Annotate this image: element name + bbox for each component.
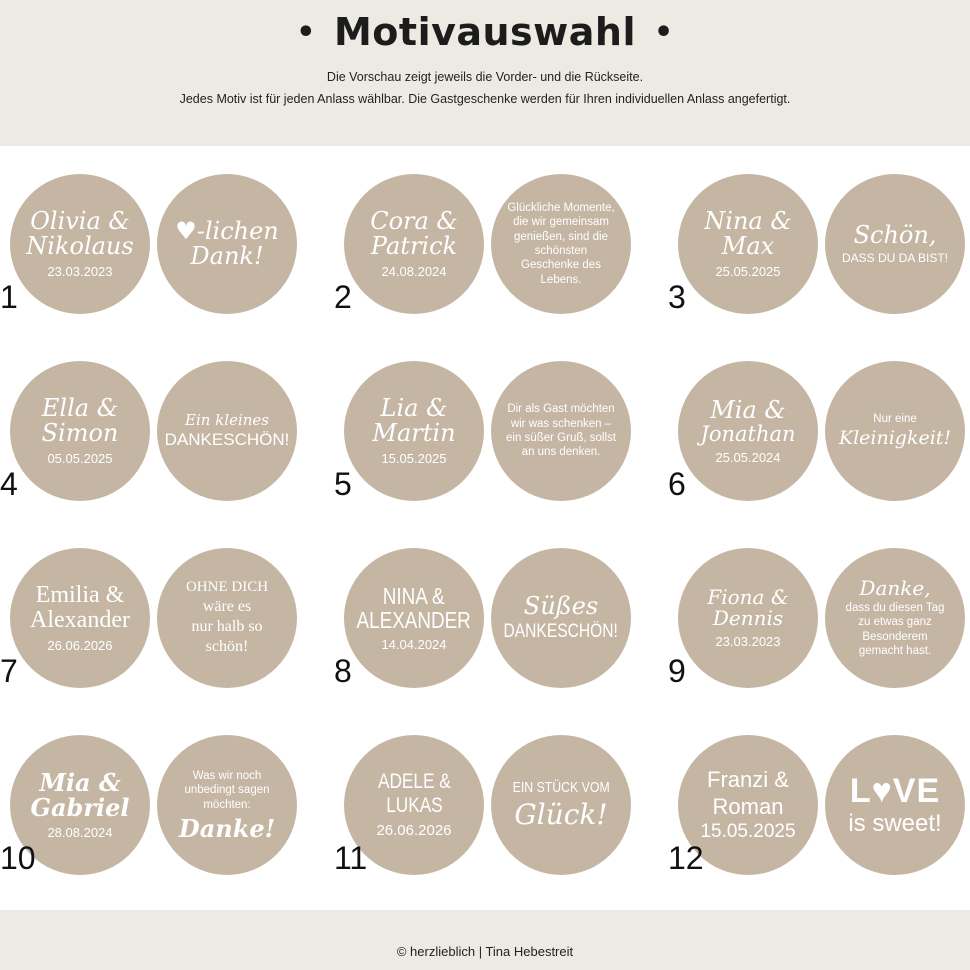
motif-number: 1: [0, 279, 18, 315]
front-name-1: NINA &: [383, 583, 445, 610]
motif-number: 12: [668, 840, 704, 876]
back-line-1: Schön,: [853, 221, 937, 250]
copyright-text: © herzlieblich | Tina Hebestreit: [396, 944, 574, 959]
front-name-1: Franzi &: [707, 767, 789, 793]
back-preview: [157, 361, 297, 501]
motif-12[interactable]: [668, 707, 968, 876]
header-band: [0, 0, 970, 146]
back-preview: [825, 361, 965, 501]
back-text: Dir als Gast möchten wir was schenken – ein süßer Gruß, sollst an uns denken.: [506, 403, 616, 459]
back-preview: [157, 174, 297, 314]
front-date: 26.06.2026: [376, 822, 452, 840]
front-name-2: Gabriel: [30, 793, 130, 823]
back-line-2: Kleinigkeit!: [838, 427, 952, 450]
subtitle-line-1: Die Vorschau zeigt jeweils die Vorder- und die Rückseite.: [326, 70, 644, 84]
front-name-2: Martin: [372, 419, 456, 448]
back-preview: [825, 548, 965, 688]
motif-number: 10: [0, 840, 36, 876]
back-line-1: OHNE DICH: [185, 579, 269, 596]
back-line-2: DANKESCHÖN!: [503, 621, 619, 643]
front-date: 15.05.2025: [381, 451, 447, 467]
front-date: 25.05.2025: [715, 264, 781, 280]
back-preview: [491, 735, 631, 875]
front-date: 26.06.2026: [47, 638, 113, 654]
motif-number: 7: [0, 653, 18, 689]
front-preview: [678, 548, 818, 688]
motif-number: 6: [668, 466, 686, 502]
back-line-1: Was wir noch unbedingt sagen möchten:: [184, 769, 270, 811]
back-preview: [825, 735, 965, 875]
front-preview: [10, 361, 150, 501]
front-name-2: LUKAS: [385, 794, 443, 818]
front-preview: [344, 548, 484, 688]
front-date: 24.08.2024: [381, 264, 447, 280]
back-line-2: DANKESCHÖN!: [164, 430, 290, 450]
motif-number: 2: [334, 279, 352, 315]
back-line-1: L♥VE: [849, 771, 941, 810]
back-line-2: wäre es: [202, 598, 252, 616]
front-preview: [344, 174, 484, 314]
front-preview: [678, 174, 818, 314]
motif-number: 5: [334, 466, 352, 502]
front-date: 14.04.2024: [381, 637, 447, 653]
front-name-1: Fiona &: [707, 585, 789, 610]
back-preview: [157, 548, 297, 688]
motif-7[interactable]: [0, 520, 300, 689]
front-name-2: Jonathan: [700, 421, 796, 446]
motif-number: 9: [668, 653, 686, 689]
front-name-1: ADELE &: [377, 770, 451, 794]
title-text: Motivauswahl: [333, 10, 637, 54]
motif-1[interactable]: [0, 146, 300, 315]
front-date: 28.08.2024: [47, 825, 113, 841]
front-name-2: Roman: [712, 793, 784, 819]
front-name-1: Lia &: [380, 393, 448, 422]
front-date: 23.03.2023: [715, 634, 781, 650]
motif-8[interactable]: [334, 520, 634, 689]
motif-4[interactable]: [0, 333, 300, 502]
back-line-2: Dank!: [190, 242, 264, 270]
footer-band: [0, 910, 970, 970]
back-line-3: nur halb so: [191, 617, 263, 635]
back-line-1: EIN STÜCK VOM: [512, 779, 610, 797]
back-line-2: DASS DU DA BIST!: [841, 251, 949, 266]
back-line-1: Nur eine: [873, 413, 917, 425]
front-name-1: Emilia &: [35, 581, 125, 608]
subtitle-line-2: Jedes Motiv ist für jeden Anlass wählbar. Die Gastgeschenke werden für Ihren individuellen Anlass angefertigt.: [179, 92, 791, 106]
motif-number: 8: [334, 653, 352, 689]
back-line-2: dass du diesen Tag zu etwas ganz Besonderem gemacht hast.: [845, 601, 945, 657]
back-preview: [491, 548, 631, 688]
motif-9[interactable]: [668, 520, 968, 689]
back-line-1: Süßes: [523, 591, 599, 620]
front-name-2: Alexander: [30, 607, 130, 634]
back-line-2: Danke!: [178, 813, 276, 843]
front-name-1: Nina &: [704, 206, 792, 235]
motif-2[interactable]: [334, 146, 634, 315]
back-preview: [825, 174, 965, 314]
front-date: 23.03.2023: [47, 264, 113, 280]
front-date: 05.05.2025: [47, 451, 113, 467]
front-name-2: Simon: [41, 419, 119, 448]
front-preview: [10, 174, 150, 314]
motif-11[interactable]: [334, 707, 634, 876]
motif-3[interactable]: [668, 146, 968, 315]
back-preview: [491, 361, 631, 501]
front-name-2: ALEXANDER: [356, 607, 472, 634]
motif-grid: [0, 146, 970, 910]
title-bullet-right: •: [654, 15, 674, 50]
back-line-1: ♥-lichen: [175, 216, 279, 245]
motif-number: 3: [668, 279, 686, 315]
front-name-1: Mia &: [710, 395, 786, 424]
back-preview: [157, 735, 297, 875]
page-title: [0, 10, 970, 54]
front-name-1: Mia &: [39, 767, 121, 797]
motif-5[interactable]: [334, 333, 634, 502]
front-date: 25.05.2024: [715, 449, 781, 465]
back-line-4: schön!: [205, 637, 249, 655]
front-name-2: Max: [721, 232, 775, 261]
front-preview: [678, 361, 818, 501]
title-bullet-left: •: [296, 15, 316, 50]
front-name-2: Dennis: [712, 606, 784, 631]
motif-10[interactable]: [0, 707, 300, 876]
front-name-1: Cora &: [370, 206, 458, 235]
back-line-2: is sweet!: [848, 810, 942, 838]
back-line-1: Danke,: [859, 575, 931, 600]
back-line-2: Glück!: [514, 798, 608, 832]
front-preview: [10, 548, 150, 688]
front-date: 15.05.2025: [700, 820, 796, 842]
motif-number: 11: [334, 840, 368, 876]
front-name-2: Patrick: [370, 232, 458, 261]
front-preview: [344, 361, 484, 501]
front-name-1: Ella &: [41, 393, 119, 422]
back-preview: [491, 174, 631, 314]
motif-number: 4: [0, 466, 18, 502]
back-line-1: Ein kleines: [185, 410, 269, 429]
front-name-1: Olivia &: [30, 206, 130, 235]
front-name-2: Nikolaus: [26, 232, 134, 261]
back-text: Glückliche Momente, die wir gemeinsam genießen, sind die schönsten Geschenke des Lebens.: [507, 201, 615, 286]
motif-6[interactable]: [668, 333, 968, 502]
